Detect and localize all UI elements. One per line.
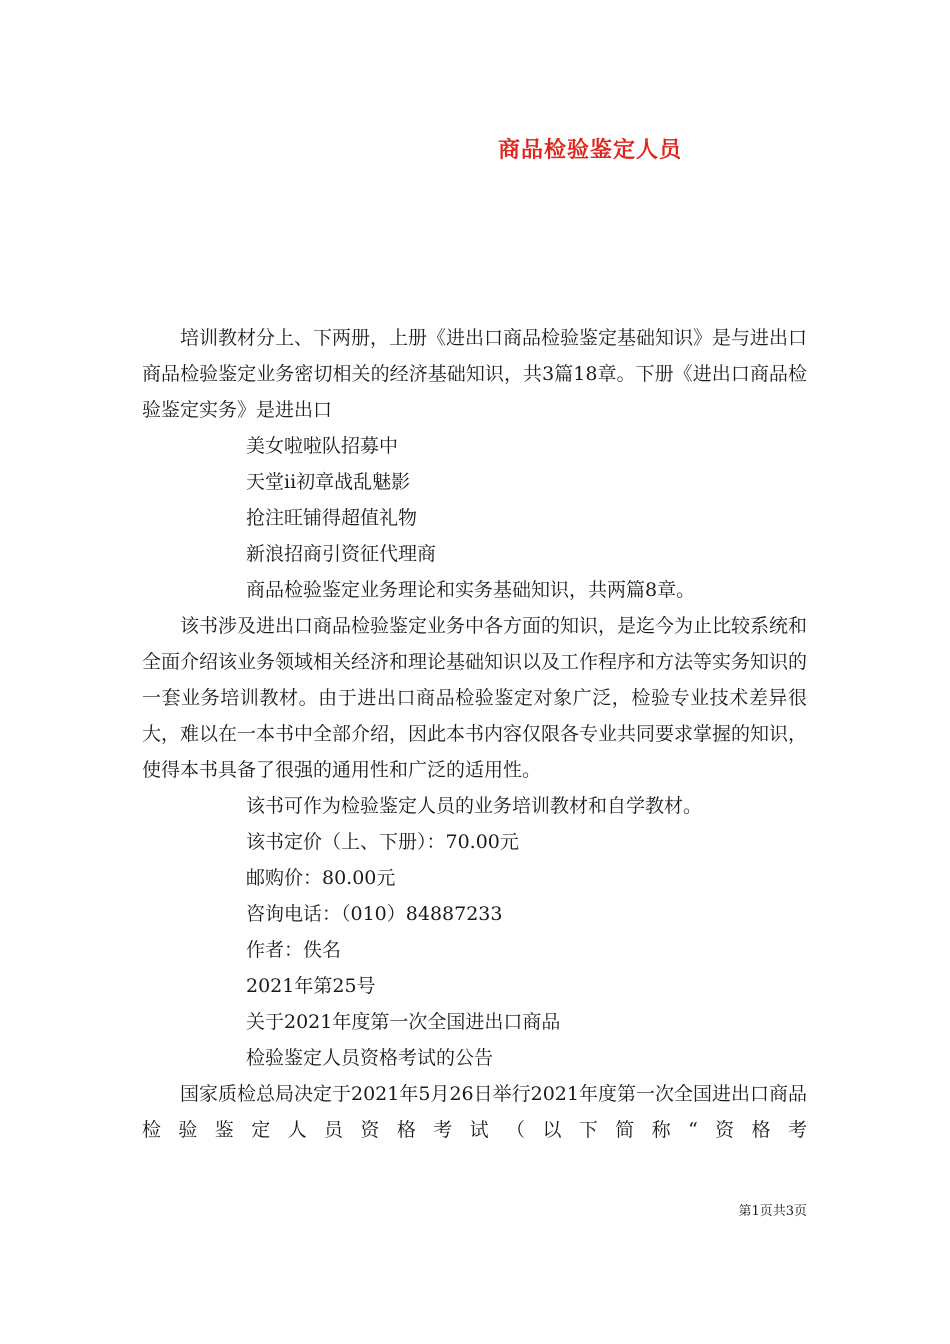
info-line-price: 该书定价（上、下册）：70.00元 — [246, 831, 519, 853]
announcement-number: 2021年第25号 — [246, 975, 376, 997]
inserted-line: 新浪招商引资征代理商 — [246, 543, 437, 565]
info-line-phone: 咨询电话：（010）84887233 — [246, 903, 503, 925]
info-line: 该书可作为检验鉴定人员的业务培训教材和自学教材。 — [246, 795, 703, 817]
inserted-line: 抢注旺铺得超值礼物 — [246, 507, 418, 529]
info-line-mail-price: 邮购价：80.00元 — [246, 867, 396, 889]
paragraph-textbook-intro: 培训教材分上、下两册，上册《进出口商品检验鉴定基础知识》是与进出口商品检验鉴定业务密切相关的经济基础知识，共3篇18章。下册《进出口商品检验鉴定实务》是进出口 — [142, 327, 808, 421]
info-line-author: 作者：佚名 — [246, 939, 342, 961]
page-number-indicator: 第1页共3页 — [738, 1204, 807, 1219]
inserted-line: 天堂ii初章战乱魅影 — [246, 471, 411, 493]
line-volume-two-summary: 商品检验鉴定业务理论和实务基础知识，共两篇8章。 — [246, 579, 696, 601]
inserted-line: 美女啦啦队招募中 — [246, 435, 399, 457]
paragraph-exam-announcement: 国家质检总局决定于2021年5月26日举行2021年度第一次全国进出口商品检验鉴定人员资格考试（以下简称“资格考 — [142, 1083, 807, 1141]
paragraph-book-scope: 该书涉及进出口商品检验鉴定业务中各方面的知识，是迄今为止比较系统和全面介绍该业务领域相关经济和理论基础知识以及工作程序和方法等实务知识的一套业务培训教材。由于进出口商品检验鉴定对象广泛，检验专业技术差异很大，难以在一本书中全部介绍，因此本书内容仅限各专业共同要求掌握的知识，使得本书具备了很强的通用性和广泛的适用性。 — [142, 615, 808, 781]
document-body — [142, 320, 807, 1148]
document-title: 商品检验鉴定人员 — [497, 137, 682, 163]
announcement-title-line-2: 检验鉴定人员资格考试的公告 — [246, 1047, 494, 1069]
announcement-title-line-1: 关于2021年度第一次全国进出口商品 — [246, 1011, 561, 1033]
